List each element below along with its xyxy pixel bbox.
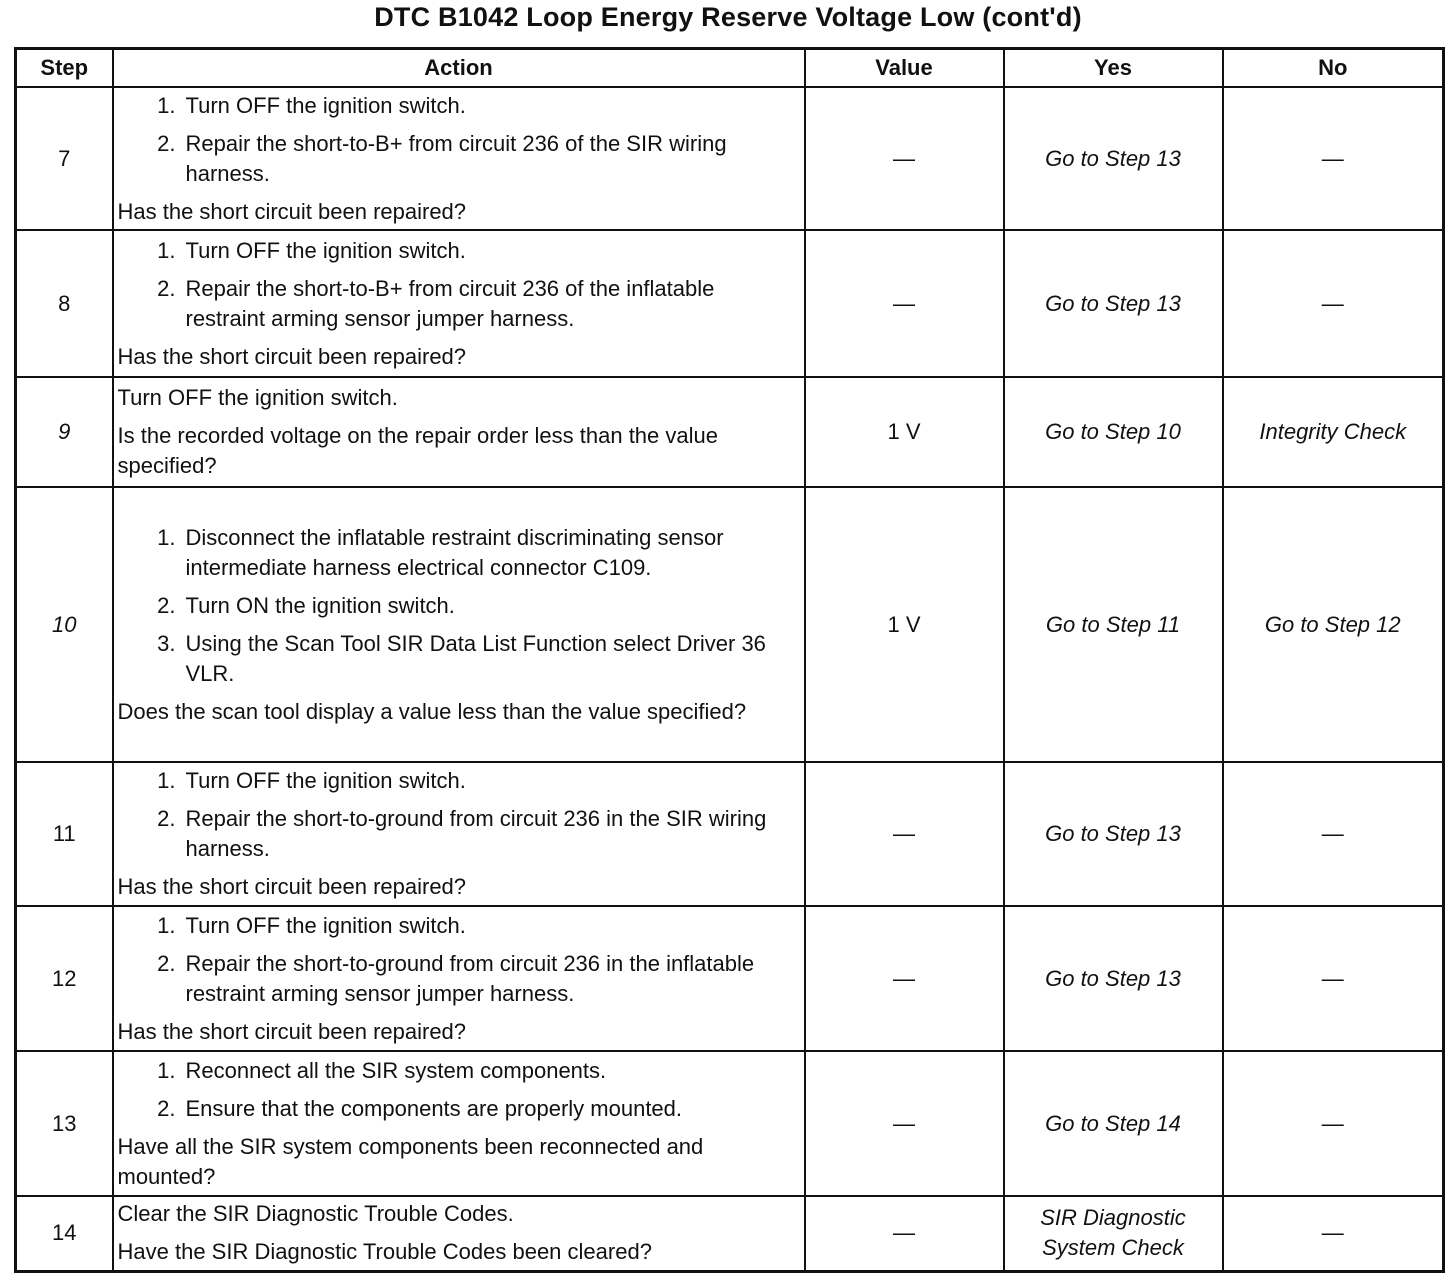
no-cell: — — [1223, 762, 1444, 906]
step-number: 13 — [16, 1051, 113, 1196]
action-cell — [113, 1196, 805, 1271]
action-cell — [113, 377, 805, 487]
header-no: No — [1223, 49, 1444, 88]
value-cell: — — [805, 1196, 1004, 1271]
action-question: Has the short circuit been repaired? — [117, 198, 467, 224]
action-question: Has the short circuit been repaired? — [117, 874, 467, 899]
yes-cell: Go to Step 13 — [1004, 230, 1223, 377]
table-row — [16, 487, 1444, 762]
action-step: 2. Turn ON the ignition switch. — [157, 592, 455, 618]
page-title: DTC B1042 Loop Energy Reserve Voltage Low (cont'd) — [374, 2, 1082, 32]
step-number: 10 — [16, 487, 113, 762]
no-cell: — — [1223, 1196, 1444, 1271]
action-step: 2. Repair the short-to-B+ from circuit 236 of the inflatable restraint arming sensor jumper harness. — [157, 275, 715, 331]
action-steps — [118, 1056, 800, 1124]
value-cell: — — [805, 1051, 1004, 1196]
table-row — [16, 906, 1444, 1051]
table-row — [16, 377, 1444, 487]
action-steps — [118, 911, 800, 1009]
no-cell: Integrity Check — [1223, 377, 1444, 487]
no-cell: — — [1223, 1051, 1444, 1196]
action-question: Has the short circuit been repaired? — [117, 1018, 467, 1044]
table-row — [16, 1051, 1444, 1196]
yes-cell: SIR Diagnostic System Check — [1004, 1196, 1223, 1271]
header-value: Value — [805, 49, 1004, 88]
action-steps — [118, 523, 800, 689]
yes-cell: Go to Step 13 — [1004, 87, 1223, 230]
no-cell: Go to Step 12 — [1223, 487, 1444, 762]
yes-cell: Go to Step 10 — [1004, 377, 1223, 487]
action-cell — [113, 487, 805, 762]
action-step: 2. Repair the short-to-ground from circuit 236 in the SIR wiring harness. — [157, 806, 767, 861]
action-step: 3. Using the Scan Tool SIR Data List Function select Driver 36 VLR. — [157, 630, 766, 686]
no-cell: — — [1223, 87, 1444, 230]
step-number: 7 — [16, 87, 113, 230]
table-row — [16, 230, 1444, 377]
action-cell — [113, 762, 805, 906]
step-number: 12 — [16, 906, 113, 1051]
action-cell — [113, 906, 805, 1051]
action-instruction: Clear the SIR Diagnostic Trouble Codes. — [117, 1201, 514, 1227]
action-cell — [113, 1051, 805, 1196]
action-steps — [118, 766, 800, 864]
step-number: 9 — [16, 377, 113, 487]
action-question: Has the short circuit been repaired? — [117, 343, 467, 369]
no-cell: — — [1223, 230, 1444, 377]
header-step: Step — [16, 49, 113, 88]
action-step: 1. Turn OFF the ignition switch. — [157, 92, 466, 118]
table-row — [16, 87, 1444, 230]
value-cell: 1 V — [805, 377, 1004, 487]
action-question: Does the scan tool display a value less than the value specified? — [117, 698, 747, 724]
yes-cell: Go to Step 13 — [1004, 906, 1223, 1051]
value-cell: — — [805, 906, 1004, 1051]
action-step: 1. Reconnect all the SIR system components. — [157, 1057, 607, 1083]
step-number: 14 — [16, 1196, 113, 1271]
action-step: 2. Ensure that the components are properly mounted. — [157, 1095, 683, 1121]
yes-cell: Go to Step 14 — [1004, 1051, 1223, 1196]
table-row — [16, 762, 1444, 906]
action-step: 1. Turn OFF the ignition switch. — [157, 912, 466, 938]
action-instruction: Turn OFF the ignition switch. — [117, 385, 398, 410]
action-steps — [118, 236, 800, 334]
value-cell: 1 V — [805, 487, 1004, 762]
action-question: Have all the SIR system components been reconnected and mounted? — [117, 1133, 704, 1189]
value-cell: — — [805, 762, 1004, 906]
step-number: 11 — [16, 762, 113, 906]
action-step: 2. Repair the short-to-B+ from circuit 236 of the SIR wiring harness. — [157, 130, 727, 186]
header-action: Action — [113, 49, 805, 88]
action-step: 1. Turn OFF the ignition switch. — [157, 237, 466, 263]
action-step: 1. Turn OFF the ignition switch. — [157, 768, 466, 793]
header-yes: Yes — [1004, 49, 1223, 88]
action-steps — [118, 91, 800, 189]
action-question: Is the recorded voltage on the repair order less than the value specified? — [117, 423, 718, 478]
action-question: Have the SIR Diagnostic Trouble Codes been cleared? — [117, 1239, 652, 1265]
yes-cell: Go to Step 11 — [1004, 487, 1223, 762]
no-cell: — — [1223, 906, 1444, 1051]
step-number: 8 — [16, 230, 113, 377]
action-step: 1. Disconnect the inflatable restraint discriminating sensor intermediate harness electrical connector C109. — [157, 524, 724, 580]
value-cell: — — [805, 230, 1004, 377]
table-row — [16, 1196, 1444, 1271]
value-cell: — — [805, 87, 1004, 230]
yes-cell: Go to Step 13 — [1004, 762, 1223, 906]
action-cell — [113, 230, 805, 377]
header-row — [16, 49, 1444, 88]
action-step: 2. Repair the short-to-ground from circuit 236 in the inflatable restraint arming sensor jumper harness. — [157, 950, 755, 1006]
diagnostic-table — [14, 47, 1445, 1273]
action-cell — [113, 87, 805, 230]
